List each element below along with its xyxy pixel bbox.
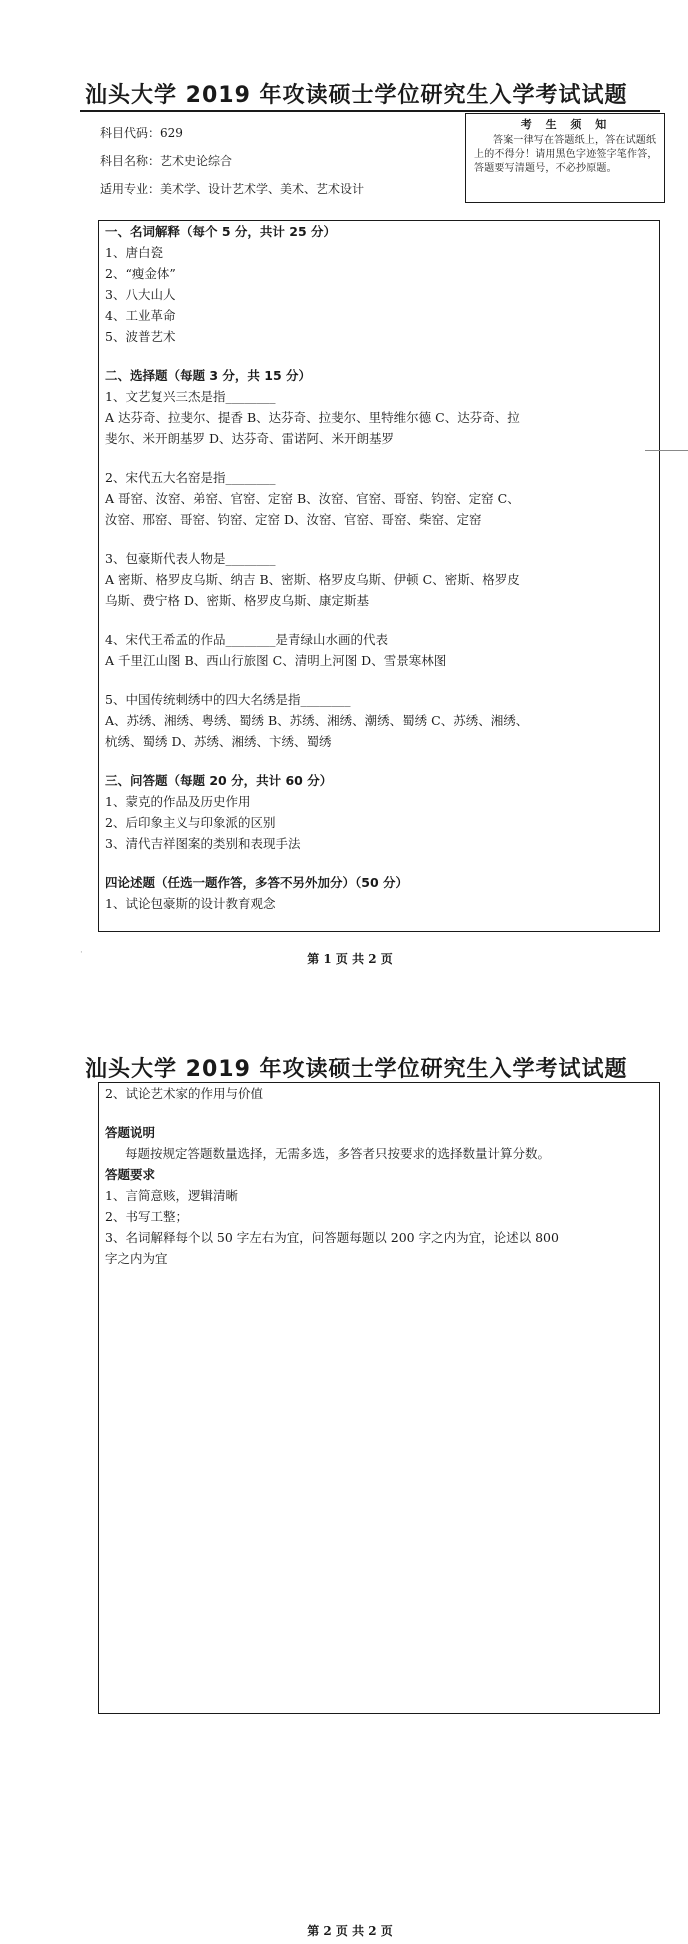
spacer [105,671,659,689]
section-heading: 四论述题（任选一题作答，多答不另外加分）（50 分） [105,875,408,890]
question-line: A 哥窑、汝窑、弟窑、官窑、定窑 B、汝窑、官窑、哥窑、钧窑、定窑 C、 [105,491,520,506]
section-heading: 一、名词解释（每个 5 分，共计 25 分） [105,224,337,239]
spacer [105,530,659,548]
spacer [105,347,659,365]
section-heading: 三、问答题（每题 20 分，共计 60 分） [105,773,333,788]
instructions-box [98,1082,660,1714]
section-heading: 答题要求 [105,1167,156,1182]
question-line: 4、宋代王希孟的作品________是青绿山水画的代表 [105,632,388,647]
question-line: 字之内为宜 [105,1251,168,1266]
scan-dots: · [80,948,83,958]
question-line: 1、蒙克的作品及历史作用 [105,794,251,809]
spacer [105,611,659,629]
question-line: 5、中国传统刺绣中的四大名绣是指________ [105,692,351,707]
question-line: 每题按规定答题数量选择，无需多选，多答者只按要求的选择数量计算分数。 [125,1146,551,1161]
spacer [105,752,659,770]
page1-footer: 第 1 页 共 2 页 [307,952,393,966]
question-line: 2、书写工整； [105,1209,188,1224]
spacer [105,449,659,467]
question-line: 3、清代吉祥图案的类别和表现手法 [105,836,301,851]
spacer [105,854,659,872]
question-line: 5、波普艺术 [105,329,176,344]
question-line: 1、言简意赅，逻辑清晰 [105,1188,238,1203]
page1-title: 汕头大学 2019 年攻读硕士学位研究生入学考试试题 [85,83,628,108]
question-line: 3、名词解释每个以 50 字左右为宜，问答题每题以 200 字之内为宜，论述以 800 [105,1230,559,1245]
title-rule [80,110,660,112]
scan-margin-mark [645,450,688,451]
notice-body: 答案一律写在答题纸上，答在试题纸上的不得分！请用黑色字迹签字笔作答，答题要写清题号，不必抄原题。 [474,135,658,174]
spacer [105,1104,659,1122]
notice-heading: 考 生 须 知 [520,118,612,131]
questions-content [99,221,659,914]
applicable-majors: 适用专业：美术学、设计艺术学、美术、艺术设计 [100,182,365,196]
question-line: 汝窑、邢窑、哥窑、钧窑、定窑 D、汝窑、官窑、哥窑、柴窑、定窑 [105,512,482,527]
question-line: 2、宋代五大名窑是指________ [105,470,276,485]
page2-footer: 第 2 页 共 2 页 [307,1924,393,1938]
question-line: 乌斯、费宁格 D、密斯、格罗皮乌斯、康定斯基 [105,593,369,608]
question-line: 1、试论包豪斯的设计教育观念 [105,896,276,911]
notice-box [465,113,665,203]
question-line: 2、试论艺术家的作用与价值 [105,1086,263,1101]
question-line: 2、“瘦金体” [105,266,176,281]
question-line: 1、文艺复兴三杰是指________ [105,389,276,404]
question-line: 2、后印象主义与印象派的区别 [105,815,276,830]
subject-code: 科目代码：629 [100,126,183,140]
question-line: 1、唐白瓷 [105,245,163,260]
question-line: A 密斯、格罗皮乌斯、纳吉 B、密斯、格罗皮乌斯、伊顿 C、密斯、格罗皮 [105,572,520,587]
question-line: 3、包豪斯代表人物是________ [105,551,276,566]
page2-title: 汕头大学 2019 年攻读硕士学位研究生入学考试试题 [85,1057,628,1082]
question-line: 4、工业革命 [105,308,176,323]
questions-box [98,220,660,932]
subject-name: 科目名称：艺术史论综合 [100,154,233,168]
section-heading: 答题说明 [105,1125,156,1140]
question-line: A 达芬奇、拉斐尔、提香 B、达芬奇、拉斐尔、里特维尔德 C、达芬奇、拉 [105,410,520,425]
question-line: A 千里江山图 B、西山行旅图 C、清明上河图 D、雪景寒林图 [105,653,447,668]
question-line: 3、八大山人 [105,287,176,302]
section-heading: 二、选择题（每题 3 分，共 15 分） [105,368,312,383]
instructions-content [99,1083,659,1269]
question-line: 斐尔、米开朗基罗 D、达芬奇、雷诺阿、米开朗基罗 [105,431,394,446]
question-line: 杭绣、蜀绣 D、苏绣、湘绣、卞绣、蜀绣 [105,734,332,749]
question-line: A、苏绣、湘绣、粤绣、蜀绣 B、苏绣、湘绣、潮绣、蜀绣 C、苏绣、湘绣、 [105,713,529,728]
